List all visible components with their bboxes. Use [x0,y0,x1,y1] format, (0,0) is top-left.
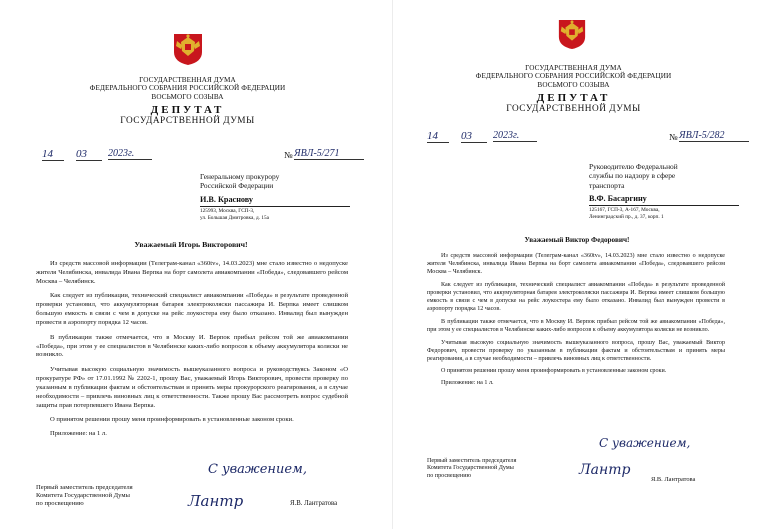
address-line-2: Ленинградский пр., д. 37, корп. 1 [589,213,664,220]
org-line-3: ВОСЬМОГО СОЗЫВА [151,92,224,101]
org-line-2: ФЕДЕРАЛЬНОГО СОБРАНИЯ РОССИЙСКОЙ ФЕДЕРАЦИИ [475,72,672,81]
greeting: Уважаемый Игорь Викторович! [134,240,248,249]
signer-line-1: Первый заместитель председателя [427,458,517,464]
org-line-2: ФЕДЕРАЛЬНОГО СОБРАНИЯ РОССИЙСКОЙ ФЕДЕРАЦИИ [89,84,286,93]
paragraph: О принятом решении прошу меня проинформировать в установленные законом сроки. [50,416,294,424]
letter-body [36,260,348,439]
document-number: ЯВЛ-5/282 [679,130,749,142]
addressee-name: В.Ф. Басаргину [589,193,647,203]
org-line-1: ГОСУДАРСТВЕННАЯ ДУМА [139,76,236,84]
handwritten-greeting: С уважением, [599,436,691,450]
signature: Лантр [579,462,631,478]
paragraph: О принятом решении прошу меня проинформировать в установленные законом сроки. [441,368,667,375]
handwritten-greeting: С уважением, [208,462,307,477]
duma-title: ГОСУДАРСТВЕННОЙ ДУМЫ [120,116,255,127]
date-number-line [36,148,366,164]
number-prefix: № [669,132,678,142]
signer-name: Я.В. Лантратова [290,500,338,507]
signer-line-1: Первый заместитель председателя [36,484,133,491]
signature: Лантр [188,492,244,510]
signer-line-3: по просвещению [36,499,84,507]
date-day: 14 [427,130,449,143]
attachment-note: Приложение: на 1 л. [50,430,107,438]
signer-title [427,458,607,480]
org-line-1: ГОСУДАРСТВЕННАЯ ДУМА [525,64,622,72]
addressee-block [589,162,739,221]
signer-line-3: по просвещению [427,472,472,479]
signer-name: Я.В. Лантратова [651,476,696,483]
header-block [451,64,696,115]
paragraph: Как следует из публикации, технический специалист авиакомпании «Победа» в результате проведенной проверки установил, что аккумуляторная батарея электроколяски пассажира И. Верпка имеет слишком большую емкость в связи с чем в допуске на рейс лоукостера ему было отказано. Инвалид был вынужден провести в аэропорту порядка 12 часов. [36,292,348,326]
letter-page-rostransnadzor [392,0,760,529]
russian-coat-of-arms-icon [557,18,587,50]
addressee-divider [589,205,739,206]
paragraph: Учитывая высокую социальную значимость вышеуказанного вопроса, прошу Вас, уважаемый Виктор Федорович, провести проверку по указанным в публикации фактам и обстоятельствам и принять меры реагирования, а в случае необходимости – привлечь виновных лиц к ответственности. [427,340,725,363]
addressee-name: И.В. Краснову [200,194,254,204]
paragraph: В публикации также отмечается, что в Москву И. Верпок прибыл рейсом той же авиакомпании «Победа», при этом у ее специалистов в Челябинске каких-либо вопросов к объему аккумулятора коляски не возникло. [427,319,725,334]
attachment-note: Приложение: на 1 л. [441,380,494,387]
date-month: 03 [461,130,487,143]
letter-body [427,252,725,387]
paragraph: Из средств массовой информации (Телеграм-канал «360tv», 14.03.2023) мне стало известно о недопуске жителя Челябинска, инвалида Ивана Верпка на борт самолета авиакомпании «Победа», следовавшего рейсом Москва – Челябинск. [427,253,725,276]
duma-title: ГОСУДАРСТВЕННОЙ ДУМЫ [506,104,641,115]
address-line-1: 125167, ГСП-3, А-167, Москва, [589,207,660,213]
paragraph: Как следует из публикации, технический специалист авиакомпании «Победа» в результате проведенной проверки установил, что аккумуляторная батарея электроколяски пассажира И. Верпка имеет слишком большую емкость в связи с чем в допуске на рейс лоукостера ему было отказано. Инвалид был вынужден провести в аэропорту порядка 12 часов. [427,282,725,313]
deputy-title: ДЕПУТАТ [536,91,611,104]
addressee-line-2: Российской Федерации [200,181,274,191]
deputy-title: ДЕПУТАТ [150,103,225,116]
letter-page-prosecutor [0,0,376,529]
greeting: Уважаемый Виктор Федорович! [524,236,630,244]
page-gap [376,0,392,529]
address-line-1: 125993, Москва, ГСП-3, [200,207,255,214]
signer-line-2: Комитета Государственной Думы [427,465,514,472]
signer-title [36,484,216,508]
addressee-divider [200,206,350,207]
date-year: 2023г. [108,148,152,160]
russian-coat-of-arms-icon [172,32,204,66]
addressee-block [200,172,350,222]
addressee-line-2: службы по надзору в сфере [589,171,676,181]
header-block [60,76,315,127]
date-number-line [423,130,753,146]
addressee-line-1: Генеральному прокурору [200,172,280,181]
org-line-3: ВОСЬМОГО СОЗЫВА [537,80,610,89]
document-number: ЯВЛ-5/271 [294,148,364,160]
number-prefix: № [284,150,293,160]
date-month: 03 [76,148,102,161]
signer-line-2: Комитета Государственной Думы [36,491,130,499]
paragraph: В публикации также отмечается, что в Москву И. Верпок прибыл рейсом той же авиакомпании «Победа», при этом у ее специалистов в Челябинске каких-либо вопросов к объему аккумулятора коляски не возникло. [36,333,348,359]
address-line-2: ул. Большая Дмитровка, д. 15а [200,214,270,221]
paragraph: Учитывая высокую социальную значимость вышеуказанного вопроса и руководствуясь Законом «О прокуратуре РФ» от 17.01.1992 № 2202-1, прошу Вас, уважаемый Игорь Викторович, провести проверку по указанным в публикации фактам и обстоятельствам и принять меры прокурорского реагирования, а в случае необходимости – привлечь виновных лиц к ответственности. Также прошу Вас рассмотреть вопрос судебной защиты прав потерпевшего Ивана Верпка. [36,366,348,409]
addressee-line-3: транспорта [589,180,625,190]
addressee-line-1: Руководителю Федеральной [589,162,678,171]
date-day: 14 [42,148,64,161]
paragraph: Из средств массовой информации (Телеграм-канал «360tv», 14.03.2023) мне стало известно о недопуске жителя Челябинска, инвалида Ивана Верпка на борт самолета авиакомпании «Победа», следовавшего рейсом Москва – Челябинск. [36,260,348,285]
date-year: 2023г. [493,130,537,142]
